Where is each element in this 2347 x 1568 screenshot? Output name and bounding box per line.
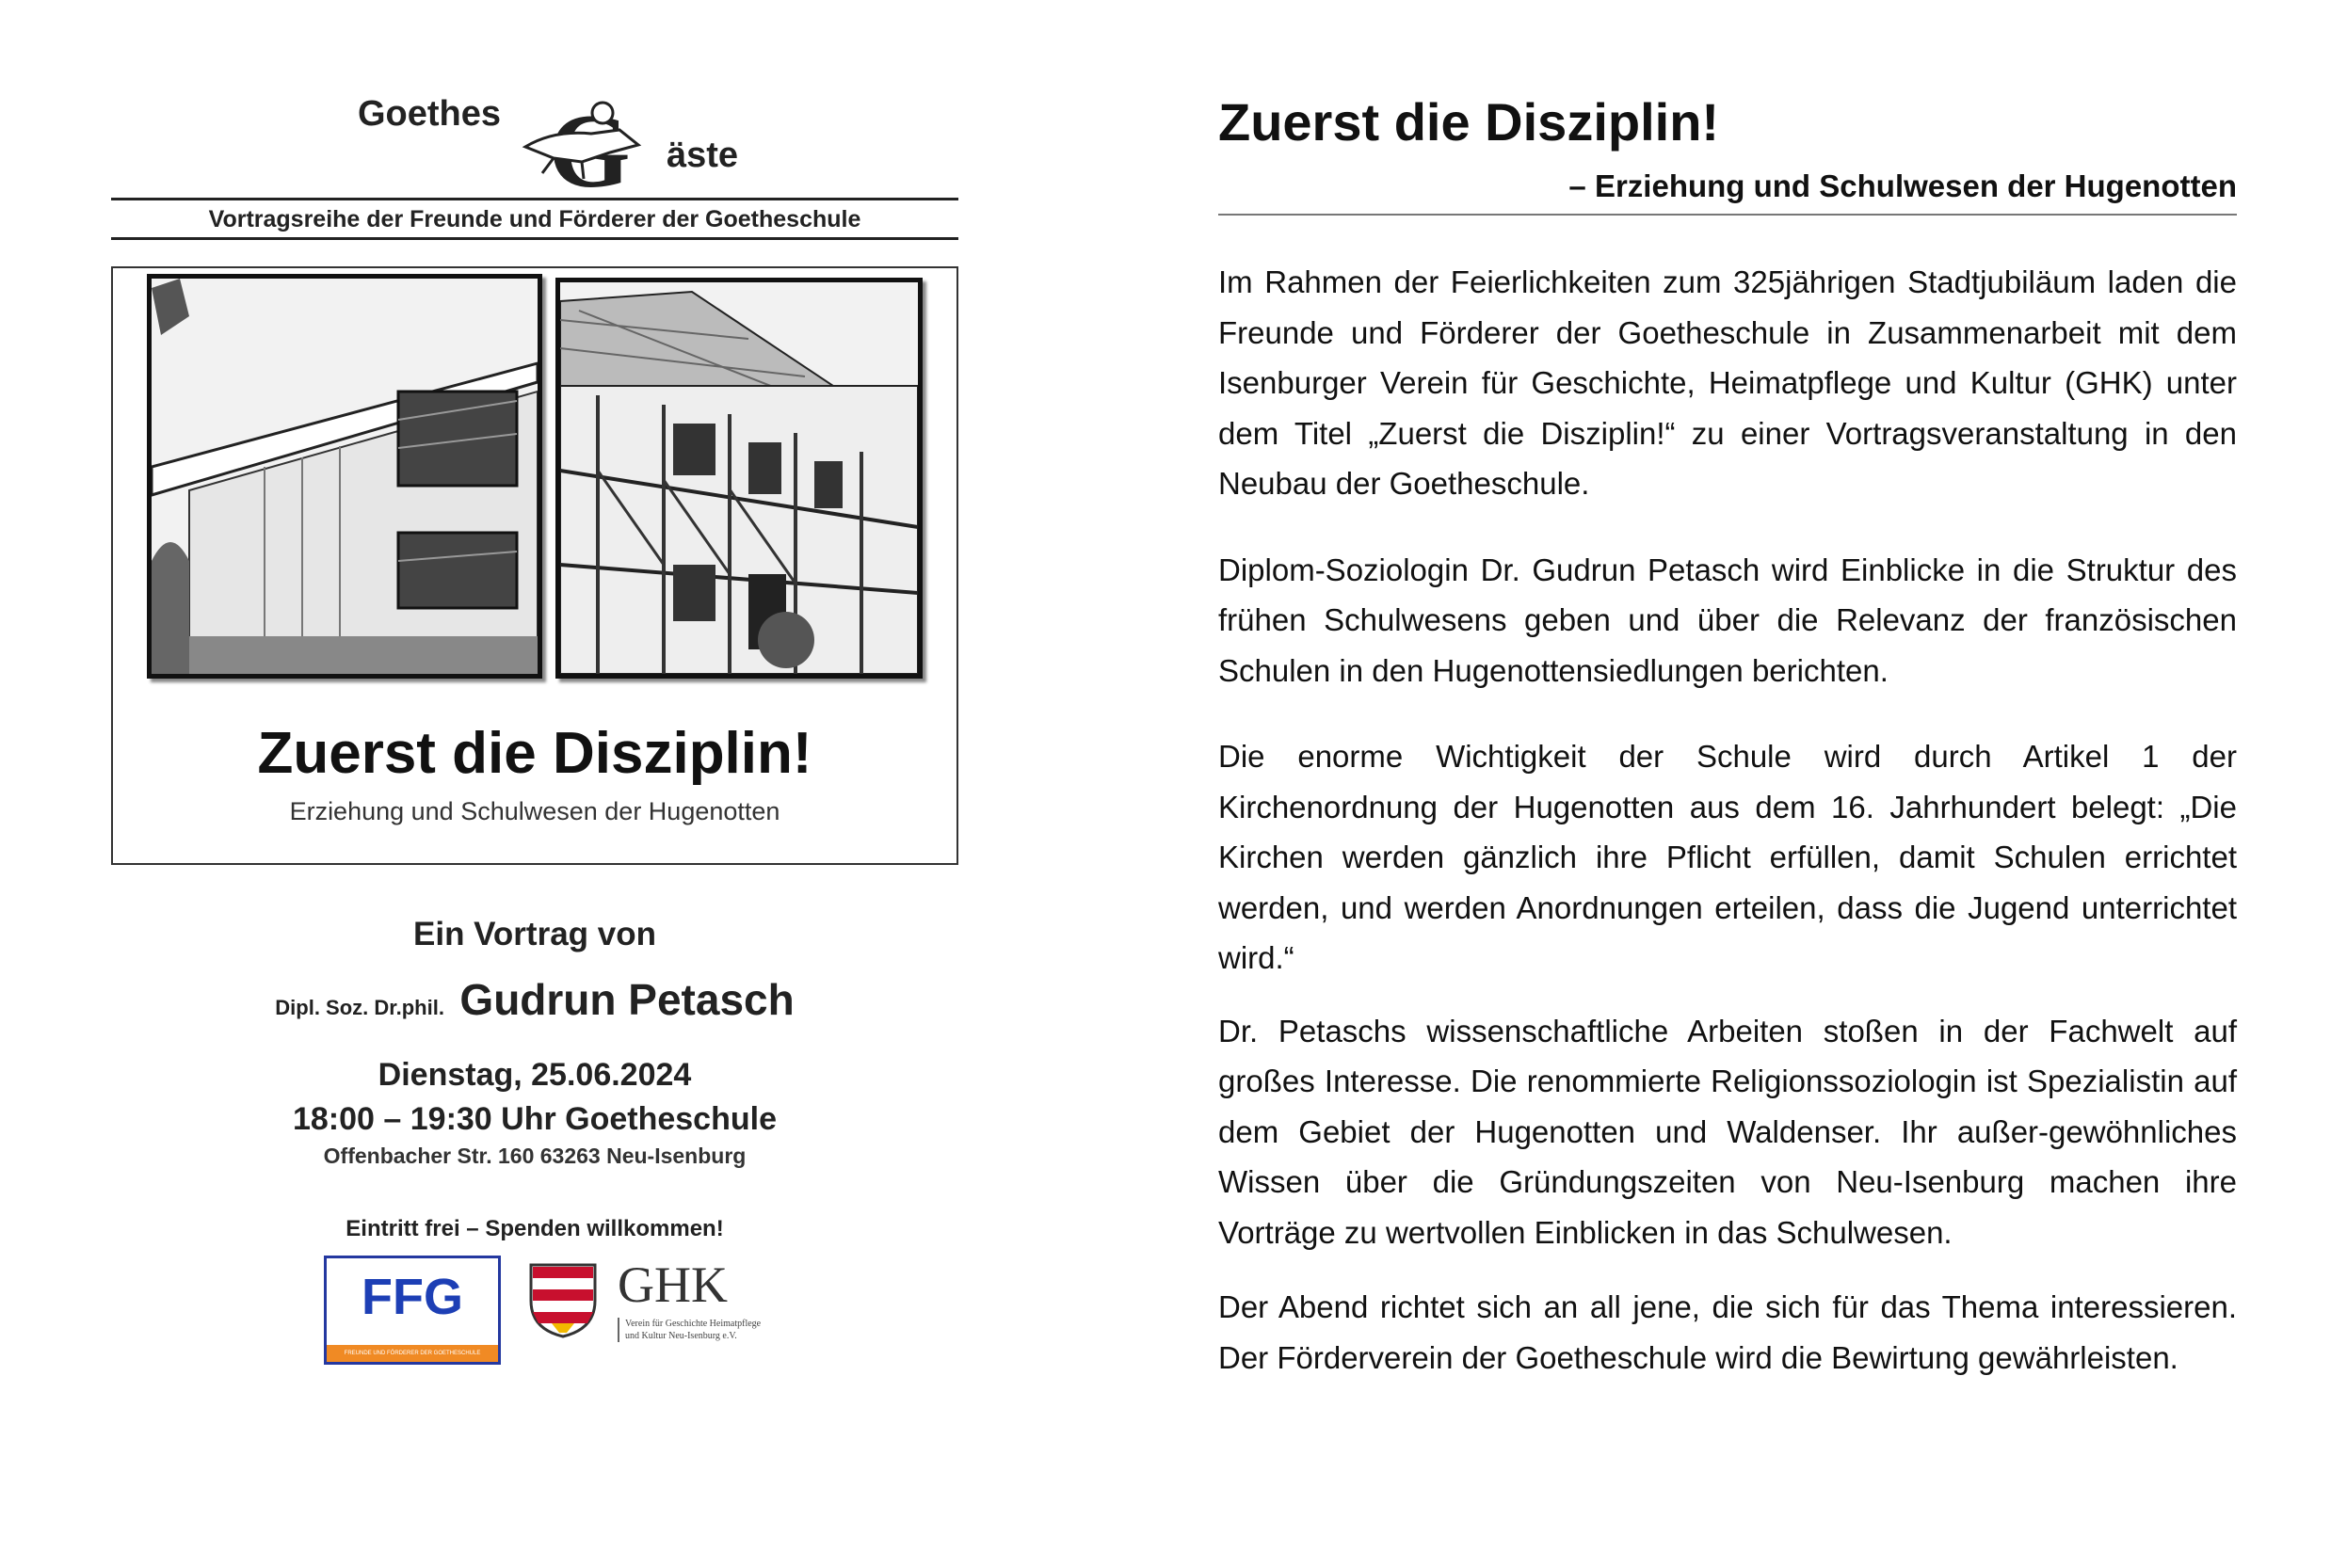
poster-title: Zuerst die Disziplin! [257,721,812,786]
article-paragraph: Der Abend richtet sich an all jene, die sich für das Thema interessieren. Der Förderverein der Goetheschule wird die Bewirtung gewährleisten. [1218,1289,2237,1375]
speaker-name: Gudrun Petasch [459,975,795,1024]
poster-subtitle: Erziehung und Schulwesen der Hugenotten [289,797,780,825]
entry-info: Eintritt frei – Spenden willkommen! [346,1216,724,1241]
article-paragraph: Im Rahmen der Feierlichkeiten zum 325jährigen Stadtjubiläum laden die Freunde und Förderer der Goetheschule in Zusammenarbeit mit dem Isenburger Verein für Geschichte, Heimatpflege und Kultur (GHK) unter dem Titel „Zuerst die Disziplin!“ zu einer Vortragsveranstaltung in den Neubau der Goetheschule. [1218,264,2237,502]
logo-text-goethes: Goethes [358,94,502,134]
half-timbered-house-sketch [555,278,923,679]
talk-by-label: Ein Vortrag von [413,916,656,952]
event-date: Dienstag, 25.06.2024 [378,1057,692,1093]
ghk-logo-text: GHK [618,1256,728,1313]
ghk-crest-icon [529,1263,597,1338]
article-subtitle: – Erziehung und Schulwesen der Hugenotten [1568,168,2237,204]
article-title: Zuerst die Disziplin! [1218,92,1720,152]
event-flyer [111,90,958,1378]
title-divider [1218,214,2237,216]
poster-box [111,266,958,865]
timbered-house-drawing [560,282,918,674]
goethe-figure-icon [497,92,676,196]
ffg-logo-text: FFG [362,1269,463,1325]
modern-building-drawing [152,279,538,674]
article [1218,90,2237,1383]
article-paragraph: Die enorme Wichtigkeit der Schule wird durch Artikel 1 der Kirchenordnung der Hugenotten aus dem 16. Jahrhundert belegt: „Die Kirchen werden gänzlich ihre Pflicht erfüllen, damit Schulen errichtet werden, und werden Anordnungen erteilen, dass die Jugend unterrichtet wird.“ [1218,739,2237,976]
ffg-logo [324,1256,501,1365]
article-paragraph: Dr. Petaschs wissenschaftliche Arbeiten stoßen in der Fachwelt auf großes Interesse. Die renommierte Religionssoziologin ist Spezialistin auf dem Gebiet der Hugenotten und Waldenser. Ihr außer-gewöhnliches Wissen über die Gründungszeiten von Neu-Isenburg machen ihre Vorträge zu wertvollen Einblicken in das Schulwesen. [1218,1013,2237,1250]
series-banner: Vortragsreihe der Freunde und Förderer der Goetheschule [111,198,958,240]
goethes-gaeste-logo [111,90,958,194]
ghk-logo-subtitle: Verein für Geschichte Heimatpflege und Kultur Neu-Isenburg e.V. [618,1318,766,1342]
sponsor-logos [111,1256,958,1378]
speaker [111,974,958,1025]
event-time-place: 18:00 – 19:30 Uhr Goetheschule [292,1101,777,1137]
logo-text-gaeste: äste [667,136,739,175]
speaker-title: Dipl. Soz. Dr.phil. [275,996,444,1019]
modern-school-building-sketch [147,274,542,679]
article-paragraph: Diplom-Soziologin Dr. Gudrun Petasch wird Einblicke in die Struktur des frühen Schulwesens geben und über die Relevanz der französischen Schulen in den Hugenottensiedlungen berichten. [1218,552,2237,688]
event-address: Offenbacher Str. 160 63263 Neu-Isenburg [323,1144,747,1168]
ffg-logo-band: FREUNDE UND FÖRDERER DER GOETHESCHULE [327,1345,498,1362]
